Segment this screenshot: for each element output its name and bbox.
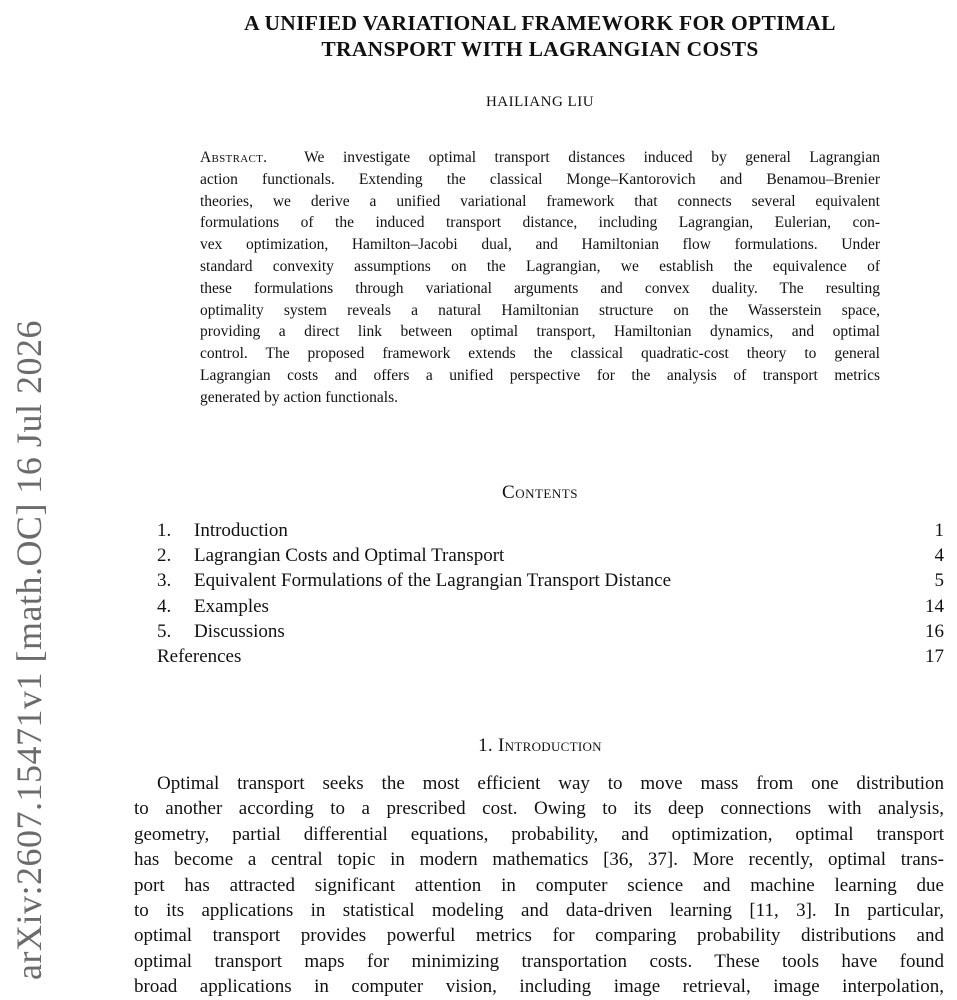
toc-title: Examples — [194, 595, 269, 617]
abstract — [200, 147, 880, 409]
paragraph-line: optimal transport maps for minimizing transportation costs. These tools have found — [134, 950, 944, 972]
toc-number: 4. — [157, 595, 172, 617]
section-number: 1. — [478, 735, 493, 756]
abstract-line: optimality system reveals a natural Hamiltonian structure on the Wasserstein space, — [200, 301, 880, 319]
abstract-line: vex optimization, Hamilton–Jacobi dual, and Hamiltonian flow formulations. Under — [200, 236, 880, 254]
toc-page-number: 4 — [934, 545, 944, 567]
paper-title — [150, 10, 930, 62]
author-name: HAILIANG LIU — [485, 94, 595, 110]
paragraph-line: port has attracted significant attention in computer science and machine learning due — [134, 874, 944, 896]
table-of-contents — [157, 518, 944, 669]
toc-title: Introduction — [194, 520, 288, 541]
contents-heading: Contents — [502, 482, 578, 503]
toc-entry-equivalent-formulations[interactable] — [157, 568, 944, 593]
toc-entry-discussions[interactable] — [157, 619, 944, 644]
title-line-1: A UNIFIED VARIATIONAL FRAMEWORK FOR OPTIMAL — [244, 11, 836, 35]
toc-page-number: 5 — [934, 570, 944, 592]
paragraph-line: Optimal transport seeks the most efficient way to move mass from one distribution — [157, 773, 944, 794]
paragraph-line: geometry, partial differential equations, probability, and optimization, optimal transport — [134, 823, 944, 845]
paragraph-line: to another according to a prescribed cost. Owing to its deep connections with analysis, — [134, 798, 944, 820]
abstract-line: providing a direct link between optimal transport, Hamiltonian dynamics, and optimal — [200, 323, 880, 341]
abstract-line: action functionals. Extending the classical Monge–Kantorovich and Benamou–Brenier — [200, 170, 880, 188]
toc-page-number: 16 — [925, 620, 944, 642]
paragraph-line: optimal transport provides powerful metrics for comparing probability distributions and — [134, 925, 944, 947]
abstract-line — [200, 147, 880, 169]
section-title: Introduction — [498, 735, 602, 756]
abstract-line: standard convexity assumptions on the Lagrangian, we establish the equivalence of — [200, 257, 880, 275]
abstract-line: these formulations through variational arguments and convex duality. The resulting — [200, 279, 880, 297]
abstract-line: generated by action functionals. — [200, 388, 398, 406]
toc-page-number: 17 — [925, 645, 944, 667]
abstract-label: Abstract. — [200, 149, 268, 166]
abstract-line: control. The proposed framework extends the classical quadratic-cost theory to general — [200, 345, 880, 363]
arxiv-identifier-stamp: arXiv:2607.15471v1 [math.OC] 16 Jul 2026 — [9, 320, 49, 980]
abstract-line: formulations of the induced transport distance, including Lagrangian, Eulerian, con- — [200, 214, 880, 232]
toc-number: 1. — [157, 520, 172, 541]
toc-number: 5. — [157, 620, 172, 642]
abstract-line-text: We investigate optimal transport distances induced by general Lagrangian — [304, 149, 880, 166]
title-line-2: TRANSPORT WITH LAGRANGIAN COSTS — [321, 37, 759, 61]
abstract-line: Lagrangian costs and offers a unified perspective for the analysis of transport metrics — [200, 366, 880, 384]
introduction-paragraph — [134, 771, 944, 1000]
toc-title: References — [157, 645, 242, 667]
toc-entry-references[interactable] — [157, 644, 944, 669]
paragraph-line: has become a central topic in modern mathematics [36, 37]. More recently, optimal trans- — [134, 849, 944, 871]
toc-number: 2. — [157, 545, 172, 567]
toc-entry-introduction[interactable] — [157, 518, 944, 543]
toc-title: Equivalent Formulations of the Lagrangian Transport Distance — [194, 570, 672, 592]
toc-page-number: 14 — [925, 595, 944, 617]
toc-page-number: 1 — [934, 520, 944, 541]
paragraph-line: broad applications in computer vision, including image retrieval, image interpolation, — [134, 976, 944, 998]
abstract-line: theories, we derive a unified variational framework that connects several equivalent — [200, 192, 880, 210]
toc-number: 3. — [157, 570, 172, 592]
toc-title: Discussions — [194, 620, 285, 642]
paragraph-line: to its applications in statistical modeling and data-driven learning [11, 3]. In particular, — [134, 900, 944, 922]
toc-title: Lagrangian Costs and Optimal Transport — [194, 545, 505, 567]
section-heading — [150, 735, 930, 757]
toc-entry-lagrangian-costs[interactable] — [157, 543, 944, 568]
toc-entry-examples[interactable] — [157, 594, 944, 619]
